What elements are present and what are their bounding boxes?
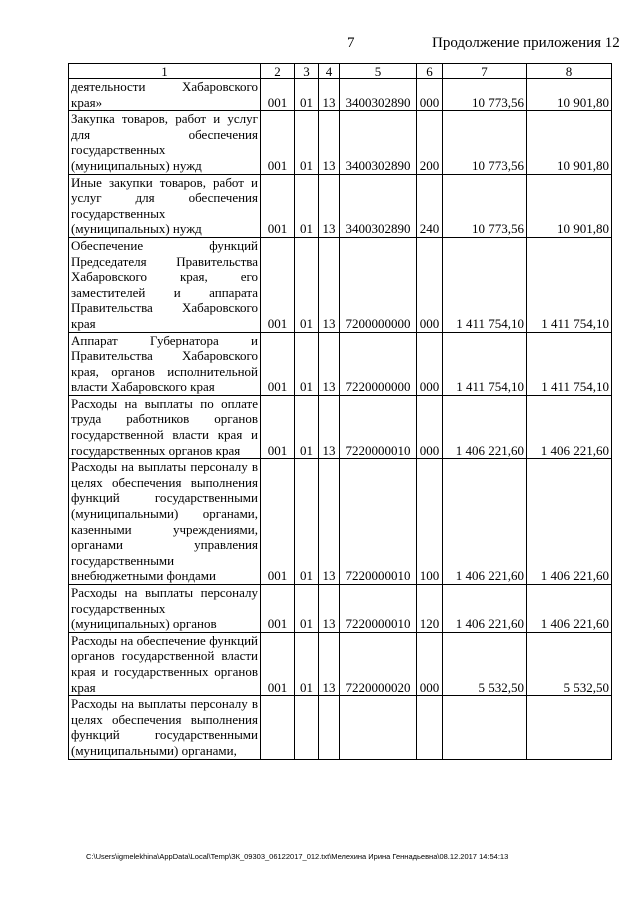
- table-row: [69, 585, 612, 633]
- table-row: [69, 237, 612, 332]
- row-description: Расходы на выплаты персоналу государственных (муниципальных) органов: [69, 585, 261, 633]
- cell-ministry-code: 001: [261, 632, 295, 695]
- cell-section: 01: [295, 632, 319, 695]
- cell-amount-year-2: [527, 696, 612, 759]
- row-description: Расходы на обеспечение функций органов государственной власти края и государственных органов края: [69, 632, 261, 695]
- column-header: 8: [527, 64, 612, 79]
- row-description: Расходы на выплаты по оплате труда работников органов государственной власти края и государственных органов края: [69, 395, 261, 458]
- table-row: [69, 459, 612, 585]
- cell-ministry-code: 001: [261, 174, 295, 237]
- cell-expense-type: 120: [417, 585, 443, 633]
- row-description: Обеспечение функций Председателя Правительства Хабаровского края, его заместителей и аппарата Правительства Хабаровского края: [69, 237, 261, 332]
- cell-amount-year-2: 10 901,80: [527, 79, 612, 111]
- cell-target-article: 7220000010: [340, 395, 417, 458]
- cell-ministry-code: [261, 696, 295, 759]
- cell-subsection: 13: [319, 79, 340, 111]
- cell-amount-year-2: 1 406 221,60: [527, 395, 612, 458]
- cell-target-article: 3400302890: [340, 79, 417, 111]
- cell-section: 01: [295, 585, 319, 633]
- column-header: 2: [261, 64, 295, 79]
- cell-subsection: 13: [319, 395, 340, 458]
- cell-ministry-code: 001: [261, 585, 295, 633]
- cell-target-article: 3400302890: [340, 111, 417, 174]
- cell-target-article: 7220000010: [340, 585, 417, 633]
- continuation-label: Продолжение приложения 12: [432, 35, 620, 51]
- column-header: 5: [340, 64, 417, 79]
- cell-subsection: 13: [319, 632, 340, 695]
- cell-expense-type: 200: [417, 111, 443, 174]
- cell-expense-type: [417, 696, 443, 759]
- cell-section: 01: [295, 79, 319, 111]
- cell-section: 01: [295, 332, 319, 395]
- cell-subsection: 13: [319, 174, 340, 237]
- budget-table: [68, 63, 612, 760]
- header-row: [69, 64, 612, 79]
- cell-expense-type: 000: [417, 79, 443, 111]
- cell-amount-year-1: 1 406 221,60: [443, 459, 527, 585]
- cell-ministry-code: 001: [261, 237, 295, 332]
- cell-amount-year-2: 10 901,80: [527, 174, 612, 237]
- cell-subsection: 13: [319, 459, 340, 585]
- cell-subsection: 13: [319, 111, 340, 174]
- cell-amount-year-2: 1 406 221,60: [527, 585, 612, 633]
- cell-section: 01: [295, 237, 319, 332]
- cell-amount-year-2: 1 411 754,10: [527, 237, 612, 332]
- cell-amount-year-1: 10 773,56: [443, 79, 527, 111]
- cell-section: 01: [295, 111, 319, 174]
- cell-expense-type: 000: [417, 332, 443, 395]
- cell-target-article: 7220000020: [340, 632, 417, 695]
- cell-subsection: 13: [319, 332, 340, 395]
- column-header: 7: [443, 64, 527, 79]
- cell-section: 01: [295, 459, 319, 585]
- cell-section: 01: [295, 395, 319, 458]
- table-row: [69, 332, 612, 395]
- cell-amount-year-1: 1 406 221,60: [443, 585, 527, 633]
- cell-target-article: 7220000010: [340, 459, 417, 585]
- cell-ministry-code: 001: [261, 79, 295, 111]
- cell-amount-year-1: 1 406 221,60: [443, 395, 527, 458]
- table-row: [69, 632, 612, 695]
- cell-amount-year-1: 1 411 754,10: [443, 237, 527, 332]
- page-number: 7: [347, 35, 355, 51]
- cell-target-article: 7220000000: [340, 332, 417, 395]
- row-description: Аппарат Губернатора и Правительства Хабаровского края, органов исполнительной власти Хабаровского края: [69, 332, 261, 395]
- file-path-footer: C:\Users\igmelekhina\AppData\Local\Temp\ЗК_09303_06122017_012.txt\Мелехина Ирина Геннадьевна\08.12.2017 14:54:13: [86, 852, 509, 861]
- cell-amount-year-1: 10 773,56: [443, 174, 527, 237]
- cell-section: [295, 696, 319, 759]
- cell-ministry-code: 001: [261, 459, 295, 585]
- cell-target-article: [340, 696, 417, 759]
- cell-expense-type: 240: [417, 174, 443, 237]
- cell-amount-year-1: 10 773,56: [443, 111, 527, 174]
- cell-ministry-code: 001: [261, 111, 295, 174]
- column-header: 3: [295, 64, 319, 79]
- cell-amount-year-2: 1 406 221,60: [527, 459, 612, 585]
- table-row: [69, 395, 612, 458]
- table-row: [69, 696, 612, 759]
- cell-amount-year-2: 10 901,80: [527, 111, 612, 174]
- column-header: 4: [319, 64, 340, 79]
- cell-amount-year-2: 1 411 754,10: [527, 332, 612, 395]
- cell-expense-type: 000: [417, 632, 443, 695]
- cell-expense-type: 000: [417, 237, 443, 332]
- cell-amount-year-2: 5 532,50: [527, 632, 612, 695]
- cell-subsection: [319, 696, 340, 759]
- row-description: деятельности Хабаровского края»: [69, 79, 261, 111]
- cell-amount-year-1: 5 532,50: [443, 632, 527, 695]
- cell-expense-type: 100: [417, 459, 443, 585]
- row-description: Расходы на выплаты персоналу в целях обеспечения выполнения функций государственными (муниципальными) органами,: [69, 696, 261, 759]
- cell-target-article: 7200000000: [340, 237, 417, 332]
- cell-ministry-code: 001: [261, 332, 295, 395]
- cell-section: 01: [295, 174, 319, 237]
- cell-amount-year-1: [443, 696, 527, 759]
- column-header: 1: [69, 64, 261, 79]
- cell-target-article: 3400302890: [340, 174, 417, 237]
- cell-subsection: 13: [319, 237, 340, 332]
- column-header: 6: [417, 64, 443, 79]
- cell-subsection: 13: [319, 585, 340, 633]
- cell-amount-year-1: 1 411 754,10: [443, 332, 527, 395]
- table-row: [69, 111, 612, 174]
- row-description: Закупка товаров, работ и услуг для обеспечения государственных (муниципальных) нужд: [69, 111, 261, 174]
- table-row: [69, 174, 612, 237]
- row-description: Иные закупки товаров, работ и услуг для обеспечения государственных (муниципальных) нужд: [69, 174, 261, 237]
- row-description: Расходы на выплаты персоналу в целях обеспечения выполнения функций государственными (муниципальными) органами, казенными учреждениями, органами управления государственными внебюджетными фондами: [69, 459, 261, 585]
- cell-expense-type: 000: [417, 395, 443, 458]
- cell-ministry-code: 001: [261, 395, 295, 458]
- table-row: [69, 79, 612, 111]
